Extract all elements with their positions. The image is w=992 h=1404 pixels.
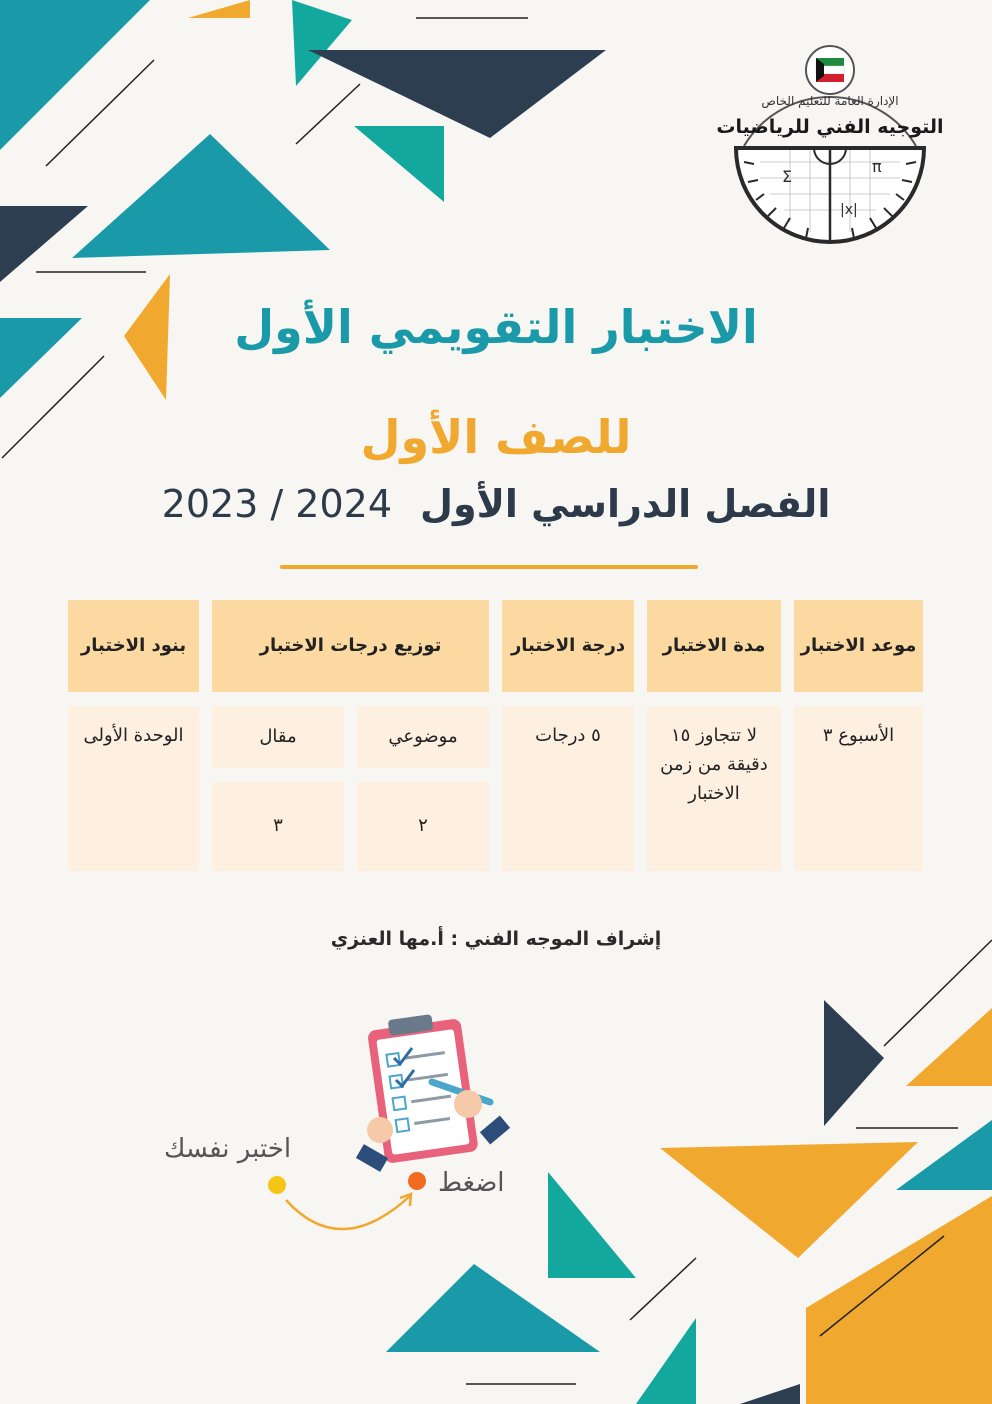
kuwait-flag-protractor-icon: [700, 42, 960, 252]
svg-text:|x|: |x|: [840, 202, 858, 218]
cell-test-date: الأسبوع ٣: [794, 706, 923, 871]
press-label: اضغط: [438, 1168, 505, 1198]
supervisor-credit: إشراف الموجه الفني : أ.مها العنزي: [330, 928, 662, 950]
semester-label: الفصل الدراسي الأول: [420, 482, 831, 526]
header-test-items: بنود الاختبار: [68, 600, 199, 692]
header-grade-distribution: توزيع درجات الاختبار: [212, 600, 489, 692]
cell-essay-label: مقال: [212, 706, 344, 768]
math-guidance-logo: [700, 42, 960, 252]
cell-test-duration: لا تتجاوز ١٥ دقيقة من زمن الاختبار: [647, 706, 781, 871]
semester-line: [0, 482, 992, 526]
press-button[interactable]: [408, 1174, 430, 1196]
clipboard-checklist-icon: [350, 1012, 520, 1177]
cell-objective-label: موضوعي: [357, 706, 489, 768]
semester-year: 2023 / 2024: [161, 482, 393, 526]
cell-test-grade: ٥ درجات: [502, 706, 634, 871]
header-test-grade: درجة الاختبار: [502, 600, 634, 692]
cell-test-items: الوحدة الأولى: [68, 706, 199, 871]
cell-objective-value: ٢: [357, 782, 489, 871]
header-test-duration: مدة الاختبار: [647, 600, 781, 692]
header-test-date: موعد الاختبار: [794, 600, 923, 692]
svg-text:π: π: [872, 157, 882, 176]
logo-title-text: التوجيه الفني للرياضيات: [716, 116, 944, 138]
svg-text:Σ: Σ: [782, 167, 793, 186]
logo-department-text: الإدارة العامة للتعليم الخاص: [761, 94, 899, 108]
grade-title: للصف الأول: [360, 410, 632, 464]
try-yourself-label: اختبر نفسك: [164, 1134, 292, 1164]
try-yourself-button[interactable]: [270, 1178, 292, 1200]
title-divider: [280, 565, 698, 569]
curved-arrow-icon: [260, 1160, 440, 1240]
test-title: الاختبار التقويمي الأول: [234, 300, 758, 354]
cell-essay-value: ٣: [212, 782, 344, 871]
